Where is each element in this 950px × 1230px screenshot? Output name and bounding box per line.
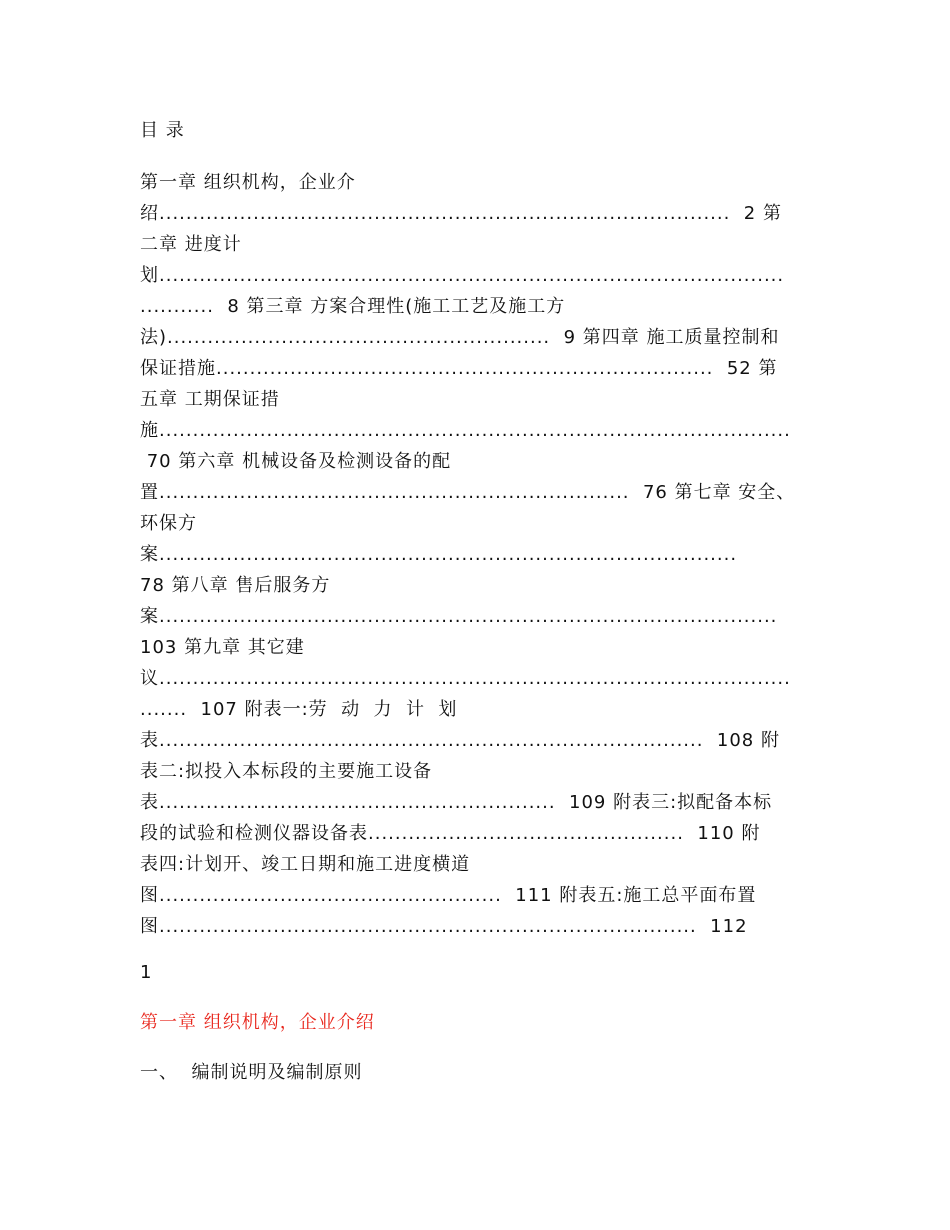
toc-line: 表........................................................... 109 附表三:拟配备本标 [140, 792, 773, 813]
toc-line: 环保方 [140, 513, 197, 534]
toc-line: 划............................................................................................. [140, 265, 785, 286]
toc-line: 议.............................................................................................. [140, 668, 791, 689]
toc-line: 70 第六章 机械设备及检测设备的配 [140, 451, 452, 472]
toc-line: 保证措施.......................................................................... 52 第 [140, 358, 778, 379]
toc-title: 目 录 [140, 120, 185, 141]
toc-line: 二章 进度计 [140, 234, 242, 255]
toc-line: 图................................................... 111 附表五:施工总平面布置 [140, 885, 757, 906]
chapter-heading: 第一章 组织机构，企业介绍 [140, 1012, 375, 1033]
toc-line: 78 第八章 售后服务方 [140, 575, 331, 596]
toc-line: 置...................................................................... 76 第七章 安全、 [140, 482, 796, 503]
page-number: 1 [140, 962, 153, 983]
toc-line: 图................................................................................ 112 [140, 916, 748, 937]
toc-line: 表二:拟投入本标段的主要施工设备 [140, 761, 433, 782]
toc-line: ........... 8 第三章 方案合理性(施工工艺及施工方 [140, 296, 566, 317]
toc-line: 法)......................................................... 9 第四章 施工质量控制和 [140, 327, 780, 348]
toc-line: 绍..................................................................................... 2 第 [140, 203, 782, 224]
toc-line: 第一章 组织机构，企业介 [140, 172, 356, 193]
toc-line: 表................................................................................. 108 附 [140, 730, 780, 751]
toc-line: 103 第九章 其它建 [140, 637, 305, 658]
toc-line: 案............................................................................................ [140, 606, 778, 627]
toc-line: 案...................................................................................... [140, 544, 738, 565]
toc-line: ....... 107 附表一:劳 动 力 计 划 [140, 699, 458, 720]
section-heading: 一、 编制说明及编制原则 [140, 1062, 363, 1083]
toc-line: 段的试验和检测仪器设备表............................................... 110 附 [140, 823, 761, 844]
toc-line: 五章 工期保证措 [140, 389, 280, 410]
toc-line: 表四:计划开、竣工日期和施工进度横道 [140, 854, 471, 875]
toc-line: 施.............................................................................................. [140, 420, 791, 441]
